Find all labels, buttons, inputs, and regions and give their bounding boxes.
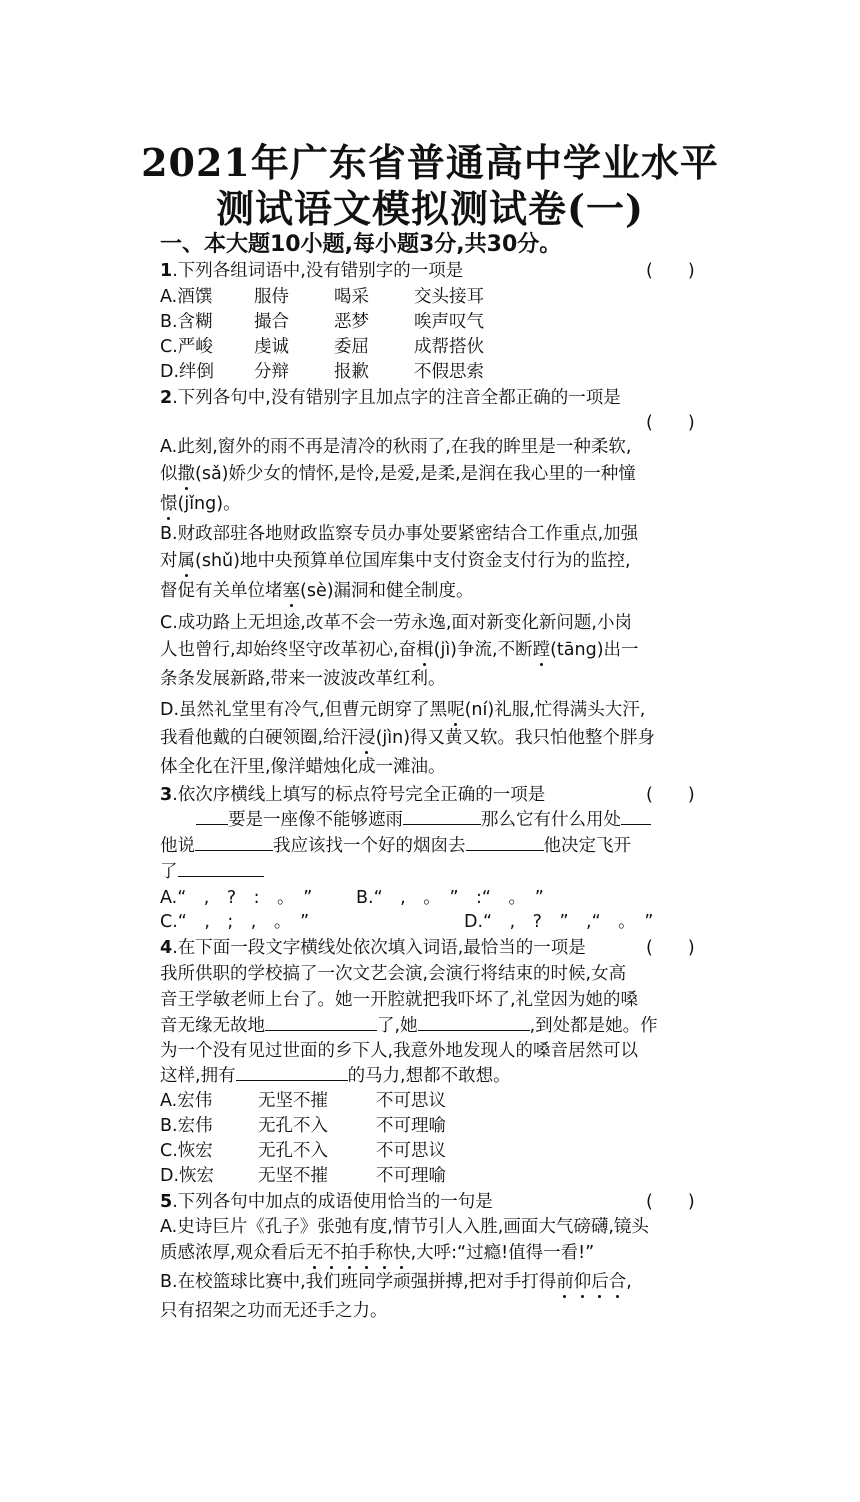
text: B.在校篮球比赛中,我们班同学顽强拼搏,把对手打得 xyxy=(160,1272,557,1292)
dotted-char: 楫 xyxy=(416,640,434,660)
dotted-char: 后 xyxy=(591,1272,609,1292)
option-word: A.宏伟 xyxy=(160,1091,213,1111)
option-word: 不可思议 xyxy=(376,1091,446,1111)
q3-sentence-line2 xyxy=(160,832,631,857)
dotted-char: 拍 xyxy=(340,1243,359,1263)
q4-passage-line5 xyxy=(160,1062,511,1087)
option-word: D.恢宏 xyxy=(160,1166,215,1186)
q4-option-d xyxy=(160,1162,446,1187)
option-word: B.含糊 xyxy=(160,312,213,332)
dotted-char: 无 xyxy=(305,1243,324,1263)
text: ,大呼:“过瘾!值得一看!” xyxy=(410,1243,595,1263)
q3-options-cd xyxy=(160,908,653,933)
fill-blank xyxy=(195,833,273,851)
q2-option-c-line1: C.成功路上无坦途,改革不会一劳永逸,面对新变化新问题,小岗 xyxy=(160,613,632,633)
text: (jì)争流,不断 xyxy=(433,640,533,660)
q5-option-b-line1 xyxy=(160,1268,632,1293)
q5-option-a-line2 xyxy=(160,1239,594,1264)
text: (tāng)出一 xyxy=(550,640,639,660)
option-word: C.严峻 xyxy=(160,337,213,357)
fill-blank xyxy=(265,1013,377,1031)
q5-option-a-line1: A.史诗巨片《孔子》张弛有度,情节引人入胜,画面大气磅礴,镜头 xyxy=(160,1217,649,1237)
question-1-stem xyxy=(160,257,463,282)
dotted-char: 撒 xyxy=(177,464,195,484)
dotted-char: 憬 xyxy=(160,494,178,514)
text: (sè)漏洞和健全制度。 xyxy=(300,581,474,601)
dotted-char: 呢 xyxy=(447,700,465,720)
q4-passage-line1: 我所供职的学校搞了一次文艺会演,会演行将结束的时候,女高 xyxy=(160,964,627,984)
text: 质感浓厚,观众看后 xyxy=(160,1243,306,1263)
dotted-char: 塞 xyxy=(282,581,300,601)
q2-option-b-line3 xyxy=(160,577,474,602)
text: 似 xyxy=(160,464,178,484)
option-word: 服侍 xyxy=(254,287,289,307)
dotted-char: 仰 xyxy=(573,1272,592,1292)
fill-blank xyxy=(178,859,264,877)
dotted-char: 属 xyxy=(177,551,195,571)
section-heading: 一、本大题10小题,每小题3分,共30分。 xyxy=(160,232,562,257)
text: ,到处都是她。作 xyxy=(529,1016,658,1036)
text: 我看他戴的白硬领圈,给汗 xyxy=(160,728,359,748)
fill-blank xyxy=(466,833,544,851)
question-number: 5 xyxy=(160,1192,173,1212)
text: 要是一座像不能够遮雨 xyxy=(228,810,403,830)
text: 了 xyxy=(160,862,178,882)
text: 这样,拥有 xyxy=(160,1066,236,1086)
q4-passage-line4: 为一个没有见过世面的乡下人,我意外地发现人的嗓音居然可以 xyxy=(160,1041,639,1061)
answer-bracket: ( ) xyxy=(646,413,695,433)
question-text: .下列各组词语中,没有错别字的一项是 xyxy=(172,261,464,281)
q2-option-d-line1 xyxy=(160,696,645,721)
q4-option-a xyxy=(160,1087,446,1112)
question-text: .下列各句中加点的成语使用恰当的一句是 xyxy=(172,1192,493,1212)
question-number: 1 xyxy=(160,261,173,281)
text: (shǔ)地中央预算单位国库集中支付资金支付行为的监控, xyxy=(195,551,631,571)
dotted-char: 蹚 xyxy=(532,640,551,660)
q4-passage-line3 xyxy=(160,1012,658,1037)
q3-sentence-line3 xyxy=(160,858,264,883)
text: 的马力,想都不敢想。 xyxy=(347,1066,511,1086)
q3-options-ab xyxy=(160,884,544,909)
dotted-idiom xyxy=(556,1272,626,1292)
text: (jǐng)。 xyxy=(177,494,241,514)
dotted-char: 前 xyxy=(556,1272,574,1292)
option-word: 虔诚 xyxy=(254,337,289,357)
option-word: 无坚不摧 xyxy=(258,1166,328,1186)
fill-blank xyxy=(418,1013,530,1031)
text: 我应该找一个好的烟囱去 xyxy=(273,836,466,856)
text: 了,她 xyxy=(377,1016,418,1036)
answer-bracket: ( ) xyxy=(646,938,695,958)
text: (ní)礼服,忙得满头大汗, xyxy=(464,700,646,720)
dotted-idiom xyxy=(306,1243,411,1263)
option-word: B.宏伟 xyxy=(160,1116,213,1136)
q2-option-b-line2 xyxy=(160,547,631,572)
q2-option-c-line3: 条条发展新路,带来一波波改革红利。 xyxy=(160,669,446,689)
question-5-stem xyxy=(160,1188,493,1213)
option-word: 报歉 xyxy=(334,362,369,382)
q1-option-d xyxy=(160,358,484,383)
option-word: 唉声叹气 xyxy=(414,312,484,332)
q4-option-c xyxy=(160,1137,446,1162)
text: 那么它有什么用处 xyxy=(481,810,621,830)
text: D.虽然礼堂里有冷气,但曹元朗穿了黑 xyxy=(160,700,448,720)
dotted-char: 合 xyxy=(608,1272,627,1292)
q4-passage-line2: 音王学敏老师上台了。她一开腔就把我吓坏了,礼堂因为她的嗓 xyxy=(160,990,639,1010)
option-d: D.“ , ? ” ,“ 。 ” xyxy=(464,912,654,932)
option-b: B.“ , 。 ” :“ 。 ” xyxy=(356,888,544,908)
fill-blank xyxy=(403,807,481,825)
option-word: 交头接耳 xyxy=(414,287,484,307)
dotted-char: 浸 xyxy=(358,728,376,748)
answer-bracket: ( ) xyxy=(646,261,695,281)
option-word: A.酒馔 xyxy=(160,287,213,307)
text: 音无缘无故地 xyxy=(160,1016,265,1036)
question-number: 3 xyxy=(160,785,173,805)
dotted-char: 快 xyxy=(393,1243,411,1263)
option-word: 成帮搭伙 xyxy=(414,337,484,357)
question-text: .依次序横线上填写的标点符号完全正确的一项是 xyxy=(172,785,546,805)
question-4-stem xyxy=(160,934,586,959)
fill-blank xyxy=(236,1063,348,1081)
dotted-char: 称 xyxy=(375,1243,394,1263)
text: 督促有关单位堵 xyxy=(160,581,283,601)
q4-option-b xyxy=(160,1112,446,1137)
exam-title-line1: 2021年广东省普通高中学业水平 xyxy=(141,140,719,185)
dotted-char: 不 xyxy=(323,1243,341,1263)
q2-option-a-line2 xyxy=(160,460,636,485)
q5-option-b-line2: 只有招架之功而无还手之力。 xyxy=(160,1301,388,1321)
q2-option-a-line1: A.此刻,窗外的雨不再是清冷的秋雨了,在我的眸里是一种柔软, xyxy=(160,437,632,457)
question-2-stem xyxy=(160,384,621,409)
text: 他说 xyxy=(160,836,195,856)
q3-sentence-line1 xyxy=(160,806,651,831)
option-word: 无坚不摧 xyxy=(258,1091,328,1111)
option-word: 无孔不入 xyxy=(258,1116,328,1136)
option-a: A.“ , ? : 。 ” xyxy=(160,888,313,908)
option-word: 无孔不入 xyxy=(258,1141,328,1161)
q1-option-a xyxy=(160,283,484,308)
option-word: 不假思索 xyxy=(414,362,484,382)
q2-option-d-line3: 体全化在汗里,像洋蜡烛化成一滩油。 xyxy=(160,757,446,777)
fill-blank xyxy=(196,807,228,825)
q2-option-d-line2 xyxy=(160,724,655,749)
answer-bracket: ( ) xyxy=(646,1192,695,1212)
text: , xyxy=(626,1272,632,1292)
option-word: D.绊倒 xyxy=(160,362,215,382)
q2-option-b-line1: B.财政部驻各地财政监察专员办事处要紧密结合工作重点,加强 xyxy=(160,524,639,544)
question-text: .在下面一段文字横线处依次填入词语,最恰当的一项是 xyxy=(172,938,586,958)
question-number: 4 xyxy=(160,938,173,958)
fill-blank xyxy=(621,807,651,825)
q2-option-a-line3 xyxy=(160,490,241,515)
q1-option-b xyxy=(160,308,484,333)
text: 他决定飞开 xyxy=(543,836,631,856)
dotted-char: 手 xyxy=(358,1243,376,1263)
q2-option-c-line2 xyxy=(160,636,639,661)
option-word: 不可理喻 xyxy=(376,1116,446,1136)
option-c: C.“ , ; , 。 ” xyxy=(160,912,310,932)
option-word: 喝采 xyxy=(334,287,369,307)
option-word: 恶梦 xyxy=(334,312,369,332)
option-word: 委屈 xyxy=(334,337,369,357)
answer-bracket: ( ) xyxy=(646,785,695,805)
option-word: 分辩 xyxy=(254,362,289,382)
option-word: 不可理喻 xyxy=(376,1166,446,1186)
option-word: 撮合 xyxy=(254,312,289,332)
option-word: 不可思议 xyxy=(376,1141,446,1161)
question-text: .下列各句中,没有错别字且加点字的注音全都正确的一项是 xyxy=(172,388,621,408)
text: 人也曾行,却始终坚守改革初心,奋 xyxy=(160,640,417,660)
text: (sǎ)娇少女的情怀,是怜,是爱,是柔,是润在我心里的一种憧 xyxy=(195,464,636,484)
question-3-stem xyxy=(160,781,545,806)
question-number: 2 xyxy=(160,388,173,408)
option-word: C.恢宏 xyxy=(160,1141,213,1161)
exam-title-line2: 测试语文模拟测试卷(一) xyxy=(216,186,644,231)
text: (jìn)得又黄又软。我只怕他整个胖身 xyxy=(375,728,656,748)
q1-option-c xyxy=(160,333,484,358)
text: 对 xyxy=(160,551,178,571)
